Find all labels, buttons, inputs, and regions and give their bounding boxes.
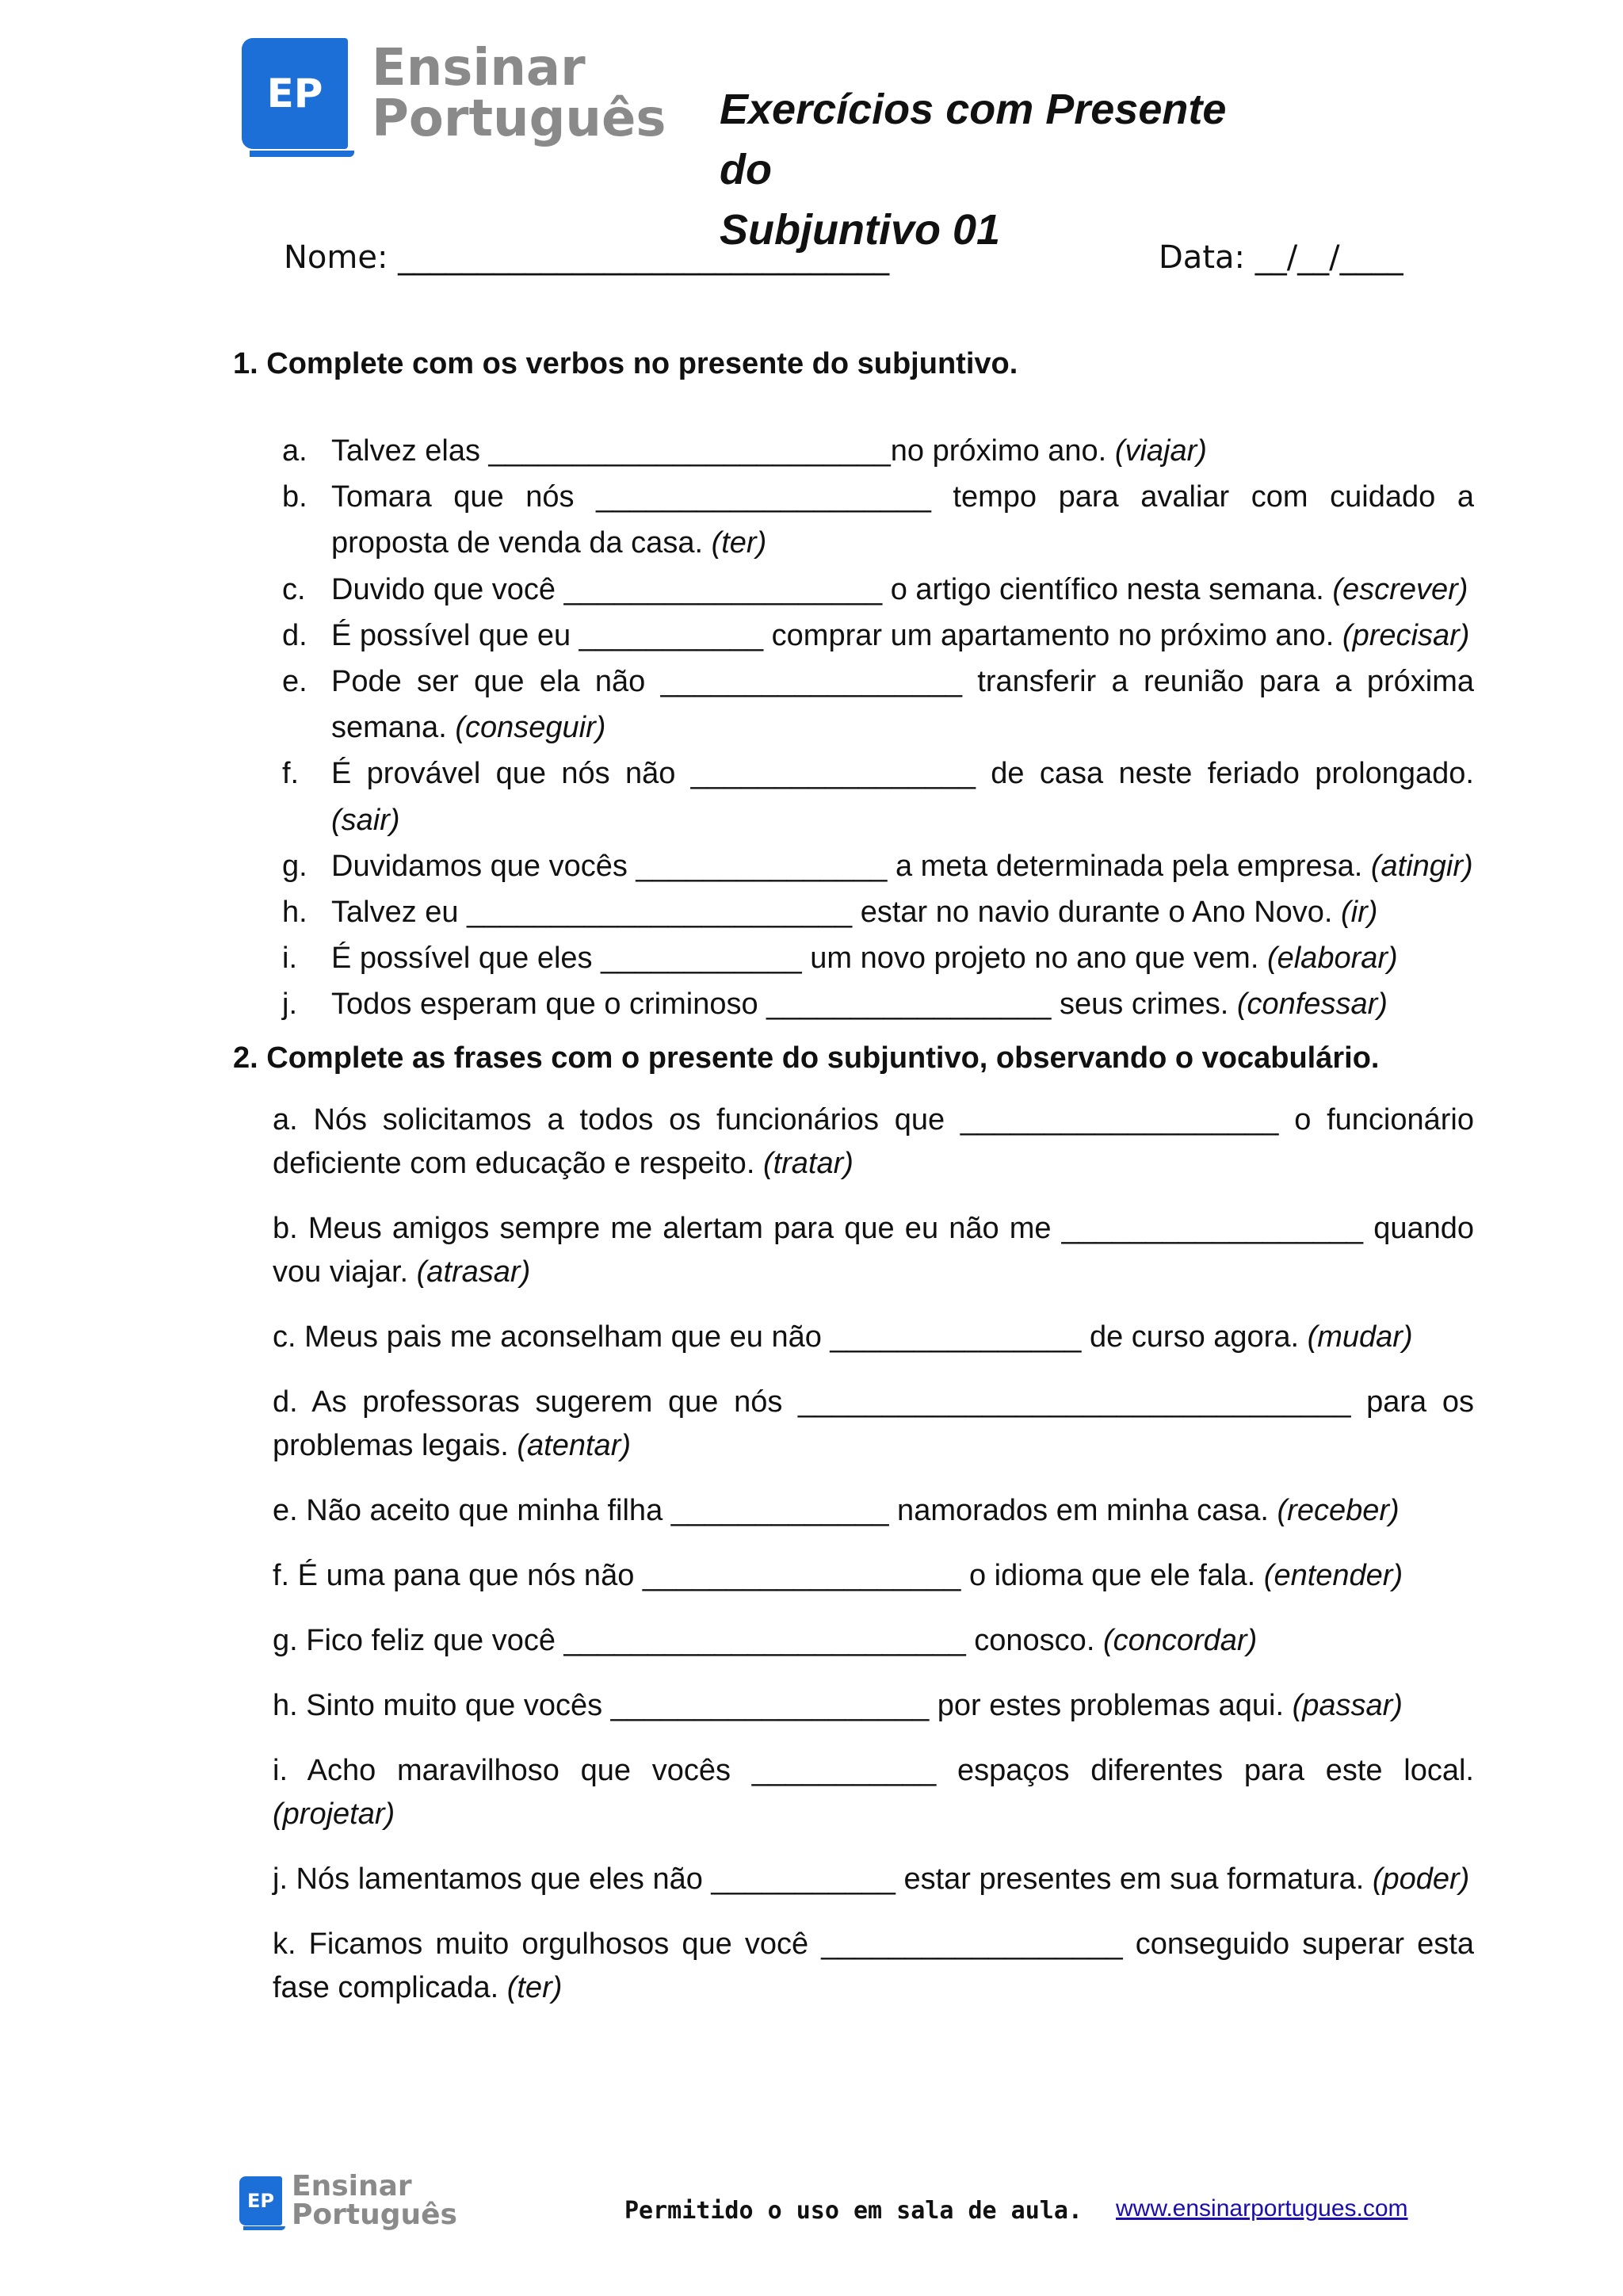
verb-hint: (precisar) — [1342, 618, 1470, 652]
verb-hint: (passar) — [1292, 1689, 1403, 1722]
verb-hint: (confessar) — [1236, 988, 1388, 1022]
item-text[interactable] — [331, 935, 1474, 981]
item-text[interactable] — [331, 889, 1474, 935]
verb-hint: (entender) — [1263, 1559, 1403, 1592]
logo-wordmark — [372, 39, 666, 148]
verb-hint: (receber) — [1277, 1494, 1400, 1527]
exercise-item[interactable] — [273, 1858, 1474, 1901]
exercise-item[interactable] — [273, 1749, 1474, 1836]
logo-line-2: Português — [372, 90, 666, 148]
item-marker: j. — [282, 988, 297, 1022]
verb-hint: (elaborar) — [1266, 942, 1398, 976]
sentence: Talvez elas ________________________no próximo ano. — [331, 434, 1115, 468]
section-1-exercise-list — [282, 428, 1474, 1028]
worksheet-title — [720, 79, 1290, 260]
verb-hint: (sair) — [331, 803, 400, 837]
item-text[interactable] — [331, 474, 1474, 566]
exercise-item — [282, 428, 1474, 474]
exercise-item — [282, 843, 1474, 889]
brand-logo — [242, 38, 666, 149]
verb-hint: (atrasar) — [416, 1255, 531, 1289]
verb-hint: (atingir) — [1370, 849, 1473, 883]
exercise-item[interactable] — [273, 1381, 1474, 1468]
exercise-item — [282, 474, 1474, 566]
item-marker: e. — [282, 665, 307, 699]
sentence: f. É uma pana que nós não ___________________ o idioma que ele fala. — [273, 1559, 1264, 1592]
title-line-1: Exercícios com Presente do — [720, 86, 1227, 193]
section-2-heading: 2. Complete as frases com o presente do subjuntivo, observando o vocabulário. — [233, 1041, 1380, 1075]
sentence: e. Não aceito que minha filha _____________ namorados em minha casa. — [273, 1494, 1277, 1527]
item-text[interactable] — [331, 751, 1474, 842]
verb-hint: (mudar) — [1307, 1320, 1413, 1354]
name-field[interactable]: Nome: _______________________________ — [284, 239, 890, 276]
verb-hint: (poder) — [1372, 1862, 1470, 1896]
usage-note: Permitido o uso em sala de aula. — [624, 2197, 1083, 2225]
exercise-item — [282, 935, 1474, 981]
exercise-item — [282, 889, 1474, 935]
book-logo-icon — [242, 38, 348, 149]
item-text[interactable] — [331, 659, 1474, 751]
section-1-heading: 1. Complete com os verbos no presente do subjuntivo. — [233, 347, 1018, 380]
verb-hint: (viajar) — [1114, 434, 1207, 468]
verb-hint: (atentar) — [517, 1429, 632, 1462]
verb-hint: (tratar) — [762, 1147, 854, 1180]
item-marker: g. — [282, 849, 307, 883]
item-marker: h. — [282, 896, 307, 930]
verb-hint: (concordar) — [1102, 1624, 1258, 1657]
sentence: d. As professoras sugerem que nós _________________________________ para os problemas legais. — [273, 1385, 1474, 1462]
sentence: a. Nós solicitamos a todos os funcionários que ___________________ o funcionário deficiente com educação e respeito. — [273, 1103, 1474, 1180]
verb-hint: (ter) — [711, 526, 767, 560]
sentence: k. Ficamos muito orgulhosos que você __________________ conseguido superar esta fase complicada. — [273, 1927, 1474, 2004]
exercise-item — [282, 567, 1474, 613]
sentence: Tomara que nós ____________________ tempo para avaliar com cuidado a proposta de venda da casa. — [331, 480, 1474, 560]
item-text[interactable] — [331, 613, 1474, 659]
sentence: Duvido que você ___________________ o artigo científico nesta semana. — [331, 572, 1333, 606]
verb-hint: (escrever) — [1332, 572, 1468, 606]
sentence: Talvez eu _______________________ estar no navio durante o Ano Novo. — [331, 896, 1342, 930]
logo-wordmark — [292, 2172, 457, 2229]
section-2-exercise-list — [273, 1098, 1474, 2031]
sentence: g. Fico feliz que você ________________________ conosco. — [273, 1624, 1103, 1657]
item-marker: i. — [282, 942, 297, 976]
footer-logo — [239, 2172, 457, 2229]
website-link[interactable]: www.ensinarportugues.com — [1116, 2195, 1408, 2222]
title-line-2: Subjuntivo 01 — [720, 206, 1001, 254]
verb-hint: (ir) — [1341, 896, 1378, 930]
sentence: É provável que nós não _________________ de casa neste feriado prolongado. — [331, 757, 1474, 791]
sentence: Duvidamos que vocês _______________ a meta determinada pela empresa. — [331, 849, 1371, 883]
exercise-item[interactable] — [273, 1554, 1474, 1598]
item-text[interactable] — [331, 843, 1474, 889]
exercise-item — [282, 751, 1474, 842]
sentence: b. Meus amigos sempre me alertam para que eu não me __________________ quando vou viajar. — [273, 1212, 1474, 1289]
logo-line-2: Português — [292, 2199, 457, 2231]
exercise-item[interactable] — [273, 1098, 1474, 1186]
item-text[interactable] — [331, 428, 1474, 474]
exercise-item — [282, 659, 1474, 751]
item-marker: b. — [282, 480, 307, 514]
item-marker: c. — [282, 572, 306, 606]
sentence: j. Nós lamentamos que eles não ___________ estar presentes em sua formatura. — [273, 1862, 1373, 1896]
logo-line-1: Ensinar — [292, 2170, 412, 2202]
book-logo-icon — [239, 2176, 282, 2225]
exercise-item[interactable] — [273, 1684, 1474, 1728]
item-marker: d. — [282, 618, 307, 652]
verb-hint: (projetar) — [273, 1797, 395, 1831]
logo-badge: EP — [247, 2190, 274, 2212]
sentence: h. Sinto muito que vocês ___________________ por estes problemas aqui. — [273, 1689, 1293, 1722]
item-text[interactable] — [331, 981, 1474, 1027]
sentence: Pode ser que ela não __________________ transferir a reunião para a próxima semana. — [331, 665, 1474, 745]
exercise-item[interactable] — [273, 1923, 1474, 2010]
verb-hint: (conseguir) — [455, 711, 606, 745]
item-marker: f. — [282, 757, 300, 791]
logo-badge: EP — [266, 71, 323, 117]
sentence: É possível que eles ____________ um novo projeto no ano que vem. — [331, 942, 1267, 976]
item-text[interactable] — [331, 567, 1474, 613]
sentence: Todos esperam que o criminoso _________________ seus crimes. — [331, 988, 1237, 1022]
exercise-item — [282, 613, 1474, 659]
exercise-item[interactable] — [273, 1207, 1474, 1294]
sentence: i. Acho maravilhoso que vocês ___________ espaços diferentes para este local. — [273, 1754, 1474, 1787]
exercise-item[interactable] — [273, 1489, 1474, 1533]
exercise-item[interactable] — [273, 1316, 1474, 1359]
sentence: É possível que eu ___________ comprar um apartamento no próximo ano. — [331, 618, 1342, 652]
logo-line-1: Ensinar — [372, 39, 586, 97]
exercise-item[interactable] — [273, 1619, 1474, 1663]
item-marker: a. — [282, 434, 307, 468]
verb-hint: (ter) — [506, 1971, 563, 2004]
sentence: c. Meus pais me aconselham que eu não _______________ de curso agora. — [273, 1320, 1308, 1354]
exercise-item — [282, 981, 1474, 1027]
date-field[interactable]: Data: __/__/____ — [1159, 239, 1403, 276]
